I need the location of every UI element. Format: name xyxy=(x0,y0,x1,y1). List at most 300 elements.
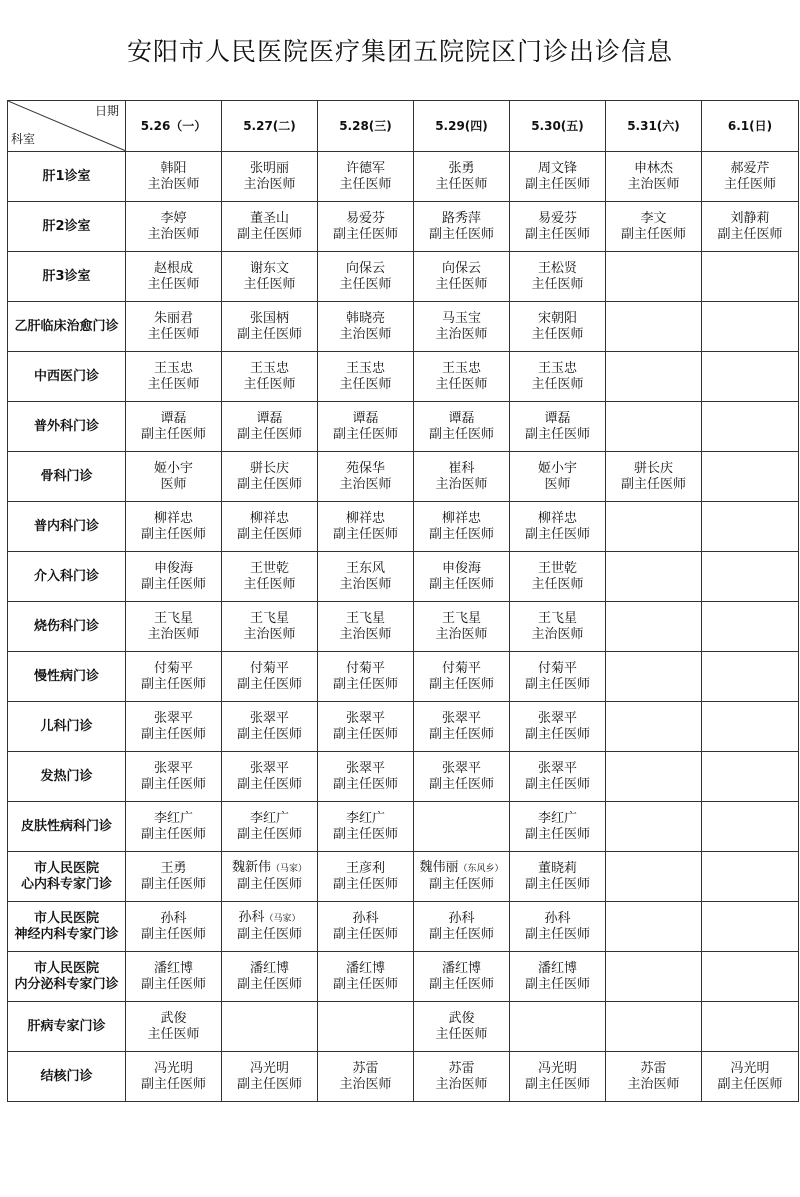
schedule-cell xyxy=(606,302,702,352)
header-row xyxy=(8,101,799,152)
date-header: 5.27(二) xyxy=(222,101,318,152)
doctor-line xyxy=(126,161,221,177)
schedule-cell xyxy=(318,1002,414,1052)
schedule-cell xyxy=(414,352,510,402)
doctor-title: 副主任医师 xyxy=(524,226,590,242)
doctor-line xyxy=(222,311,317,327)
doctor-name: 易爱芬 xyxy=(537,210,577,226)
doctor-line xyxy=(126,661,221,677)
schedule-cell xyxy=(702,902,799,952)
doctor-name: 孙科 xyxy=(352,910,379,926)
doctor-line xyxy=(222,361,317,377)
schedule-cell xyxy=(702,802,799,852)
schedule-cell xyxy=(414,902,510,952)
doctor-name: 冯光明 xyxy=(537,1060,577,1076)
doctor-title: 副主任医师 xyxy=(428,877,494,892)
date-axis-label: 日期 xyxy=(94,104,119,118)
doctor-line xyxy=(414,411,509,427)
doctor-name: 苏雷 xyxy=(640,1060,667,1076)
doctor-title: 主任医师 xyxy=(339,276,392,292)
schedule-cell xyxy=(414,1052,510,1102)
schedule-cell xyxy=(414,702,510,752)
doctor-title: 副主任医师 xyxy=(524,726,590,742)
department-name: 市人民医院 xyxy=(33,860,99,876)
doctor-title: 副主任医师 xyxy=(428,576,494,592)
doctor-line xyxy=(414,461,509,477)
doctor-name: 王松贤 xyxy=(537,260,577,276)
table-row xyxy=(8,752,799,802)
doctor-line xyxy=(318,511,413,527)
doctor-title: 副主任医师 xyxy=(428,676,494,692)
doctor-title: 主治医师 xyxy=(339,626,392,642)
doctor-line xyxy=(318,811,413,827)
doctor-title: 主任医师 xyxy=(147,1026,200,1042)
schedule-cell xyxy=(318,702,414,752)
doctor-title: 主任医师 xyxy=(531,576,584,592)
schedule-cell xyxy=(414,1002,510,1052)
doctor-title: 主任医师 xyxy=(723,176,776,192)
schedule-cell xyxy=(510,702,606,752)
doctor-name: 付菊平 xyxy=(537,660,577,676)
doctor-title: 主任医师 xyxy=(339,176,392,192)
table-row xyxy=(8,152,799,202)
department-name: 市人民医院 xyxy=(33,960,99,976)
doctor-line xyxy=(222,910,317,927)
schedule-cell xyxy=(222,702,318,752)
table-row xyxy=(8,1052,799,1102)
doctor-name: 李红广 xyxy=(249,810,289,826)
doctor-name: 孙科 xyxy=(544,910,571,926)
doctor-title: 主治医师 xyxy=(627,1076,680,1092)
schedule-cell xyxy=(126,552,222,602)
doctor-name: 刘静莉 xyxy=(730,210,770,226)
schedule-cell xyxy=(510,1052,606,1102)
department-cell xyxy=(8,1052,126,1102)
table-row xyxy=(8,602,799,652)
doctor-name: 苑保华 xyxy=(345,460,385,476)
doctor-line xyxy=(606,161,701,177)
schedule-cell xyxy=(318,902,414,952)
schedule-cell xyxy=(318,402,414,452)
page-title: 安阳市人民医院医疗集团五院院区门诊出诊信息 xyxy=(126,37,673,66)
doctor-title: 副主任医师 xyxy=(236,676,302,692)
doctor-line xyxy=(414,711,509,727)
schedule-cell xyxy=(414,452,510,502)
doctor-title: 副主任医师 xyxy=(140,426,206,442)
schedule-cell xyxy=(318,452,414,502)
doctor-line xyxy=(222,811,317,827)
schedule-cell xyxy=(414,552,510,602)
doctor-title: 主治医师 xyxy=(147,226,200,242)
schedule-cell xyxy=(702,252,799,302)
doctor-line xyxy=(318,761,413,777)
doctor-line xyxy=(414,911,509,927)
date-header: 5.26（一） xyxy=(126,101,222,152)
doctor-title: 副主任医师 xyxy=(332,726,398,742)
doctor-name: 向保云 xyxy=(441,260,481,276)
doctor-line xyxy=(318,711,413,727)
doctor-name: 李文 xyxy=(640,210,667,226)
doctor-name: 潘红博 xyxy=(249,960,289,976)
schedule-cell xyxy=(606,402,702,452)
doctor-title: 医师 xyxy=(544,476,571,492)
department-cell xyxy=(8,702,126,752)
schedule-cell xyxy=(702,152,799,202)
doctor-name: 苏雷 xyxy=(352,1060,379,1076)
doctor-line xyxy=(318,911,413,927)
doctor-title: 副主任医师 xyxy=(428,926,494,942)
schedule-cell xyxy=(510,252,606,302)
doctor-title: 主治医师 xyxy=(435,1076,488,1092)
date-header: 5.28(三) xyxy=(318,101,414,152)
schedule-cell xyxy=(318,352,414,402)
doctor-name: 柳祥忠 xyxy=(537,510,577,526)
doctor-line xyxy=(318,661,413,677)
doctor-name: 王玉忠 xyxy=(345,360,385,376)
schedule-cell xyxy=(318,552,414,602)
schedule-cell xyxy=(510,952,606,1002)
doctor-name: 冯光明 xyxy=(730,1060,770,1076)
department-name: 结核门诊 xyxy=(40,1068,93,1084)
schedule-cell xyxy=(222,1002,318,1052)
schedule-cell xyxy=(702,352,799,402)
schedule-cell xyxy=(606,1002,702,1052)
schedule-cell xyxy=(222,602,318,652)
doctor-line xyxy=(510,661,605,677)
doctor-title: 副主任医师 xyxy=(332,976,398,992)
department-name: 普外科门诊 xyxy=(33,418,99,434)
schedule-cell xyxy=(510,402,606,452)
doctor-name: 崔科 xyxy=(448,460,475,476)
doctor-name: 李红广 xyxy=(345,810,385,826)
doctor-line xyxy=(318,861,413,877)
doctor-line xyxy=(414,561,509,577)
schedule-cell xyxy=(414,152,510,202)
department-cell xyxy=(8,1002,126,1052)
schedule-cell xyxy=(606,652,702,702)
doctor-title: 主任医师 xyxy=(435,176,488,192)
schedule-cell xyxy=(606,1052,702,1102)
doctor-name: 柳祥忠 xyxy=(441,510,481,526)
schedule-cell xyxy=(318,152,414,202)
doctor-line xyxy=(318,261,413,277)
schedule-cell xyxy=(414,402,510,452)
doctor-line xyxy=(606,211,701,227)
department-name: 慢性病门诊 xyxy=(33,668,99,684)
doctor-line xyxy=(318,611,413,627)
doctor-line xyxy=(126,1011,221,1027)
doctor-line xyxy=(222,211,317,227)
doctor-title: 主治医师 xyxy=(435,326,488,342)
doctor-title: 主治医师 xyxy=(243,626,296,642)
schedule-cell xyxy=(222,352,318,402)
doctor-title: 主任医师 xyxy=(435,376,488,392)
department-cell xyxy=(8,152,126,202)
table-row xyxy=(8,902,799,952)
table-row xyxy=(8,352,799,402)
doctor-name: 韩晓亮 xyxy=(345,310,385,326)
schedule-cell xyxy=(702,502,799,552)
doctor-line xyxy=(318,311,413,327)
location-note: （马家） xyxy=(264,914,301,924)
schedule-cell xyxy=(222,652,318,702)
doctor-title: 主任医师 xyxy=(243,276,296,292)
schedule-cell xyxy=(702,652,799,702)
department-cell xyxy=(8,902,126,952)
doctor-name: 朱丽君 xyxy=(153,310,193,326)
department-cell xyxy=(8,352,126,402)
doctor-line xyxy=(414,361,509,377)
doctor-title: 副主任医师 xyxy=(236,1076,302,1092)
doctor-line xyxy=(414,661,509,677)
schedule-cell xyxy=(318,202,414,252)
doctor-name: 潘红博 xyxy=(537,960,577,976)
schedule-cell xyxy=(222,852,318,902)
schedule-cell xyxy=(606,602,702,652)
doctor-name: 魏伟丽 xyxy=(419,860,459,875)
doctor-name: 张翠平 xyxy=(345,710,385,726)
doctor-name: 王飞星 xyxy=(537,610,577,626)
doctor-line xyxy=(222,711,317,727)
doctor-line xyxy=(126,1061,221,1077)
doctor-line xyxy=(510,611,605,627)
department-cell xyxy=(8,202,126,252)
schedule-cell xyxy=(222,552,318,602)
doctor-name: 张翠平 xyxy=(345,760,385,776)
doctor-line xyxy=(510,561,605,577)
schedule-cell xyxy=(510,802,606,852)
doctor-line xyxy=(510,711,605,727)
doctor-name: 潘红博 xyxy=(441,960,481,976)
doctor-name: 谭磊 xyxy=(544,410,571,426)
schedule-cell xyxy=(126,1052,222,1102)
doctor-name: 张明丽 xyxy=(249,160,289,176)
doctor-line xyxy=(318,411,413,427)
schedule-cell xyxy=(126,902,222,952)
table-row xyxy=(8,252,799,302)
doctor-title: 副主任医师 xyxy=(140,676,206,692)
doctor-title: 副主任医师 xyxy=(140,826,206,842)
schedule-cell xyxy=(318,1052,414,1102)
doctor-line xyxy=(318,1061,413,1077)
doctor-line xyxy=(222,511,317,527)
doctor-name: 张翠平 xyxy=(153,710,193,726)
department-name: 普内科门诊 xyxy=(33,518,99,534)
doctor-title: 副主任医师 xyxy=(524,926,590,942)
schedule-cell xyxy=(702,452,799,502)
doctor-line xyxy=(222,761,317,777)
doctor-line xyxy=(414,161,509,177)
schedule-cell xyxy=(414,302,510,352)
doctor-title: 副主任医师 xyxy=(236,526,302,542)
doctor-name: 王世乾 xyxy=(537,560,577,576)
doctor-line xyxy=(222,611,317,627)
schedule-cell xyxy=(510,552,606,602)
doctor-name: 谭磊 xyxy=(448,410,475,426)
doctor-line xyxy=(510,961,605,977)
doctor-title: 副主任医师 xyxy=(236,776,302,792)
doctor-name: 王玉忠 xyxy=(537,360,577,376)
schedule-cell xyxy=(126,152,222,202)
doctor-title: 副主任医师 xyxy=(524,826,590,842)
schedule-cell xyxy=(414,952,510,1002)
schedule-cell xyxy=(414,852,510,902)
doctor-title: 主任医师 xyxy=(147,276,200,292)
doctor-line xyxy=(126,511,221,527)
table-row xyxy=(8,502,799,552)
doctor-name: 付菊平 xyxy=(441,660,481,676)
doctor-title: 副主任医师 xyxy=(428,226,494,242)
doctor-line xyxy=(126,311,221,327)
table-row xyxy=(8,802,799,852)
doctor-line xyxy=(414,860,509,877)
doctor-title: 副主任医师 xyxy=(524,976,590,992)
doctor-line xyxy=(414,761,509,777)
schedule-cell xyxy=(702,1052,799,1102)
doctor-name: 孙科 xyxy=(448,910,475,926)
doctor-line xyxy=(318,361,413,377)
schedule-cell xyxy=(222,302,318,352)
doctor-title: 副主任医师 xyxy=(428,526,494,542)
department-cell xyxy=(8,952,126,1002)
department-name: 内分泌科专家门诊 xyxy=(14,976,119,992)
schedule-cell xyxy=(222,1052,318,1102)
department-name: 肝3诊室 xyxy=(42,268,91,284)
doctor-line xyxy=(510,1061,605,1077)
doctor-name: 付菊平 xyxy=(249,660,289,676)
schedule-cell xyxy=(414,802,510,852)
doctor-name: 谢东文 xyxy=(249,260,289,276)
schedule-cell xyxy=(510,652,606,702)
doctor-line xyxy=(126,711,221,727)
schedule-cell xyxy=(606,502,702,552)
table-row xyxy=(8,852,799,902)
doctor-line xyxy=(222,860,317,877)
doctor-title: 副主任医师 xyxy=(140,1076,206,1092)
doctor-line xyxy=(126,261,221,277)
doctor-title: 副主任医师 xyxy=(140,526,206,542)
department-cell xyxy=(8,302,126,352)
doctor-title: 副主任医师 xyxy=(620,226,686,242)
doctor-name: 申俊海 xyxy=(153,560,193,576)
doctor-name: 谭磊 xyxy=(256,410,283,426)
schedule-cell xyxy=(126,702,222,752)
department-cell xyxy=(8,852,126,902)
schedule-cell xyxy=(606,952,702,1002)
doctor-name: 孙科 xyxy=(238,910,265,925)
doctor-title: 主治医师 xyxy=(339,326,392,342)
doctor-line xyxy=(510,811,605,827)
doctor-title: 副主任医师 xyxy=(524,1076,590,1092)
department-name: 发热门诊 xyxy=(40,768,93,784)
doctor-title: 医师 xyxy=(160,476,187,492)
schedule-cell xyxy=(318,752,414,802)
department-name: 神经内科专家门诊 xyxy=(14,926,119,942)
doctor-name: 郝爱芹 xyxy=(730,160,770,176)
doctor-name: 许德军 xyxy=(345,160,385,176)
doctor-line xyxy=(126,411,221,427)
schedule-cell xyxy=(222,402,318,452)
doctor-name: 申林杰 xyxy=(633,160,673,176)
doctor-name: 董晓莉 xyxy=(537,860,577,876)
doctor-name: 王飞星 xyxy=(441,610,481,626)
schedule-cell xyxy=(126,502,222,552)
table-row xyxy=(8,952,799,1002)
doctor-name: 付菊平 xyxy=(345,660,385,676)
schedule-cell xyxy=(606,352,702,402)
schedule-cell xyxy=(222,752,318,802)
doctor-title: 副主任医师 xyxy=(140,976,206,992)
schedule-cell xyxy=(510,452,606,502)
department-cell xyxy=(8,652,126,702)
schedule-cell xyxy=(702,952,799,1002)
doctor-title: 副主任医师 xyxy=(332,676,398,692)
schedule-cell xyxy=(510,752,606,802)
department-name: 儿科门诊 xyxy=(40,718,93,734)
doctor-name: 谭磊 xyxy=(352,410,379,426)
department-name: 烧伤科门诊 xyxy=(33,618,99,634)
department-name: 中西医门诊 xyxy=(33,368,99,384)
doctor-title: 主任医师 xyxy=(147,376,200,392)
doctor-line xyxy=(126,361,221,377)
doctor-title: 副主任医师 xyxy=(524,176,590,192)
doctor-line xyxy=(414,211,509,227)
doctor-title: 主任医师 xyxy=(435,1026,488,1042)
doctor-name: 冯光明 xyxy=(153,1060,193,1076)
schedule-cell xyxy=(606,152,702,202)
doctor-name: 申俊海 xyxy=(441,560,481,576)
schedule-cell xyxy=(318,652,414,702)
doctor-line xyxy=(510,361,605,377)
doctor-title: 主治医师 xyxy=(147,176,200,192)
schedule-cell xyxy=(222,902,318,952)
schedule-cell xyxy=(510,302,606,352)
doctor-line xyxy=(414,961,509,977)
doctor-line xyxy=(414,611,509,627)
doctor-name: 苏雷 xyxy=(448,1060,475,1076)
doctor-line xyxy=(222,261,317,277)
schedule-cell xyxy=(318,852,414,902)
date-header: 5.29(四) xyxy=(414,101,510,152)
schedule-cell xyxy=(126,352,222,402)
schedule-cell xyxy=(126,202,222,252)
schedule-cell xyxy=(606,802,702,852)
doctor-name: 魏新伟 xyxy=(231,860,271,875)
schedule-cell xyxy=(222,202,318,252)
schedule-cell xyxy=(126,252,222,302)
doctor-line xyxy=(126,561,221,577)
schedule-cell xyxy=(606,552,702,602)
doctor-title: 主任医师 xyxy=(339,376,392,392)
schedule-cell xyxy=(318,802,414,852)
department-cell xyxy=(8,552,126,602)
doctor-name: 王飞星 xyxy=(249,610,289,626)
schedule-cell xyxy=(414,602,510,652)
doctor-name: 赵根成 xyxy=(153,260,193,276)
table-row xyxy=(8,202,799,252)
department-cell xyxy=(8,402,126,452)
schedule-cell xyxy=(606,752,702,802)
schedule-cell xyxy=(126,452,222,502)
doctor-name: 柳祥忠 xyxy=(249,510,289,526)
doctor-line xyxy=(318,211,413,227)
doctor-title: 主任医师 xyxy=(243,376,296,392)
doctor-name: 李红广 xyxy=(537,810,577,826)
department-name: 骨科门诊 xyxy=(40,468,93,484)
department-cell xyxy=(8,752,126,802)
doctor-line xyxy=(510,411,605,427)
doctor-line xyxy=(702,211,798,227)
